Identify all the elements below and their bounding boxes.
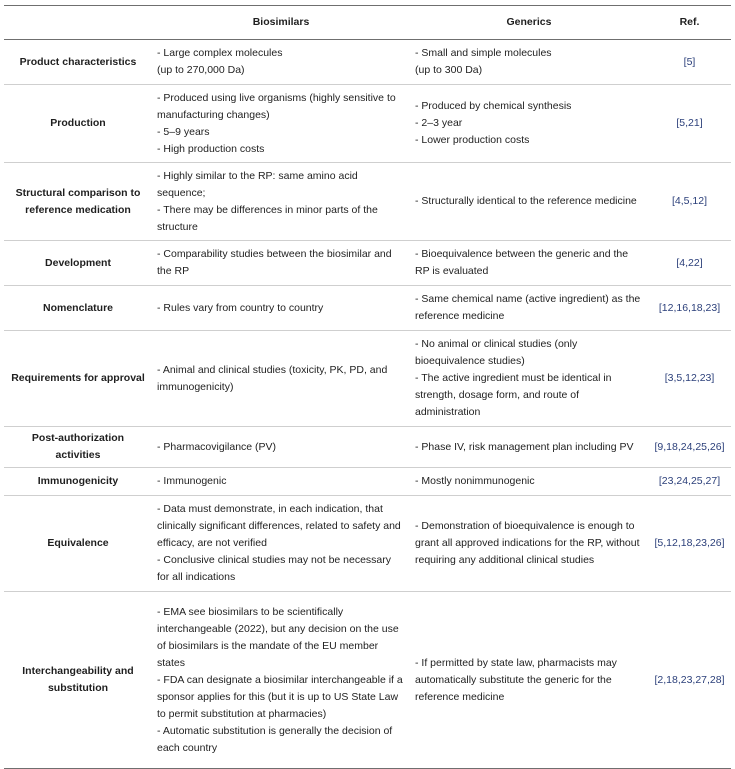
table-row	[4, 241, 731, 286]
reference-link[interactable]: [12,16,18,23]	[648, 286, 731, 331]
header-ref: Ref.	[648, 6, 731, 40]
reference-link[interactable]: [5,21]	[648, 85, 731, 163]
cell-line: - The active ingredient must be identical in strength, dosage form, and route of administration	[415, 372, 612, 418]
cell-line: - Phase IV, risk management plan including PV	[415, 440, 634, 453]
reference-link[interactable]: [5,12,18,23,26]	[648, 496, 731, 592]
reference-link[interactable]: [4,5,12]	[648, 163, 731, 241]
table-row	[4, 85, 731, 163]
cell-line: - Highly similar to the RP: same amino acid sequence;	[157, 169, 358, 199]
biosimilars-cell	[152, 163, 410, 241]
feature-label: Production	[4, 85, 152, 163]
cell-line: - Same chemical name (active ingredient) as the reference medicine	[415, 293, 641, 322]
feature-label: Structural comparison to reference medication	[4, 163, 152, 241]
cell-line: - There may be differences in minor parts of the structure	[157, 203, 378, 233]
cell-line: - Structurally identical to the reference medicine	[415, 195, 637, 207]
cell-line: - Automatic substitution is generally the decision of each country	[157, 724, 393, 754]
table-row	[4, 163, 731, 241]
generics-cell	[410, 496, 648, 592]
header-generics: Generics	[410, 6, 648, 40]
cell-line: - Rules vary from country to country	[157, 301, 324, 314]
cell-line: - Comparability studies between the biosimilar and the RP	[157, 248, 392, 277]
biosimilars-cell	[152, 85, 410, 163]
cell-line: - 2–3 year	[415, 117, 463, 129]
generics-cell	[410, 40, 648, 85]
cell-line: - High production costs	[157, 142, 265, 155]
biosimilars-cell	[152, 427, 410, 468]
cell-line: - If permitted by state law, pharmacists may automatically substitute the generic for the reference medicine	[415, 656, 617, 703]
table-row	[4, 468, 731, 496]
feature-label: Post-authorization activities	[4, 427, 152, 468]
reference-link[interactable]: [4,22]	[648, 241, 731, 286]
feature-label: Nomenclature	[4, 286, 152, 331]
reference-link[interactable]: [3,5,12,23]	[648, 331, 731, 427]
biosimilars-cell	[152, 286, 410, 331]
feature-label: Product characteristics	[4, 40, 152, 85]
biosimilars-cell	[152, 331, 410, 427]
cell-line: - Large complex molecules	[157, 47, 283, 59]
biosimilars-cell	[152, 241, 410, 286]
biosimilars-cell	[152, 592, 410, 769]
cell-line: - Small and simple molecules	[415, 47, 552, 59]
generics-cell	[410, 468, 648, 496]
biosimilars-cell	[152, 468, 410, 496]
reference-link[interactable]: [23,24,25,27]	[648, 468, 731, 496]
table-row	[4, 331, 731, 427]
generics-cell	[410, 331, 648, 427]
generics-cell	[410, 163, 648, 241]
cell-line: - EMA see biosimilars to be scientifically interchangeable (2022), but any decision on the use of biosimilars is the mandate of the EU member states	[157, 605, 399, 669]
reference-link[interactable]: [2,18,23,27,28]	[648, 592, 731, 769]
cell-line: - Immunogenic	[157, 475, 227, 487]
cell-line: - Lower production costs	[415, 134, 530, 146]
generics-cell	[410, 85, 648, 163]
biosimilars-cell	[152, 496, 410, 592]
header-biosimilars: Biosimilars	[152, 6, 410, 40]
table-row	[4, 286, 731, 331]
reference-link[interactable]: [9,18,24,25,26]	[648, 427, 731, 468]
cell-line: - Produced by chemical synthesis	[415, 100, 572, 112]
table-row	[4, 427, 731, 468]
table-row	[4, 496, 731, 592]
cell-line: - Animal and clinical studies (toxicity, PK, PD, and immunogenicity)	[157, 363, 388, 393]
generics-cell	[410, 286, 648, 331]
cell-line: - Bioequivalence between the generic and the RP is evaluated	[415, 248, 629, 277]
biosimilars-cell	[152, 40, 410, 85]
cell-line: - Mostly nonimmunogenic	[415, 475, 535, 487]
cell-line: - Demonstration of bioequivalence is enough to grant all approved indications for the RP, without requiring any additional clinical studies	[415, 520, 640, 566]
cell-line: - Conclusive clinical studies may not be necessary for all indications	[157, 554, 392, 583]
cell-line: - 5–9 years	[157, 125, 210, 138]
feature-label: Immunogenicity	[4, 468, 152, 496]
header-row	[4, 6, 731, 40]
feature-label: Requirements for approval	[4, 331, 152, 427]
reference-link[interactable]: [5]	[648, 40, 731, 85]
cell-line: - Data must demonstrate, in each indication, that clinically significant differences, related to safety and efficacy, are not verified	[157, 503, 401, 549]
table-row	[4, 592, 731, 769]
comparison-table	[4, 5, 731, 769]
header-feature	[4, 6, 152, 40]
table-row	[4, 40, 731, 85]
cell-line: - FDA can designate a biosimilar interchangeable if a sponsor applies for this (but it is up to US State Law to permit substitution at pharmacies)	[157, 673, 403, 720]
generics-cell	[410, 241, 648, 286]
cell-line: - Produced using live organisms (highly sensitive to manufacturing changes)	[157, 91, 396, 121]
cell-line: - Pharmacovigilance (PV)	[157, 440, 277, 453]
generics-cell	[410, 427, 648, 468]
cell-line: (up to 300 Da)	[415, 64, 483, 76]
feature-label: Equivalence	[4, 496, 152, 592]
generics-cell	[410, 592, 648, 769]
feature-label: Interchangeability and substitution	[4, 592, 152, 769]
cell-line: (up to 270,000 Da)	[157, 64, 245, 76]
cell-line: - No animal or clinical studies (only bioequivalence studies)	[415, 338, 578, 367]
feature-label: Development	[4, 241, 152, 286]
